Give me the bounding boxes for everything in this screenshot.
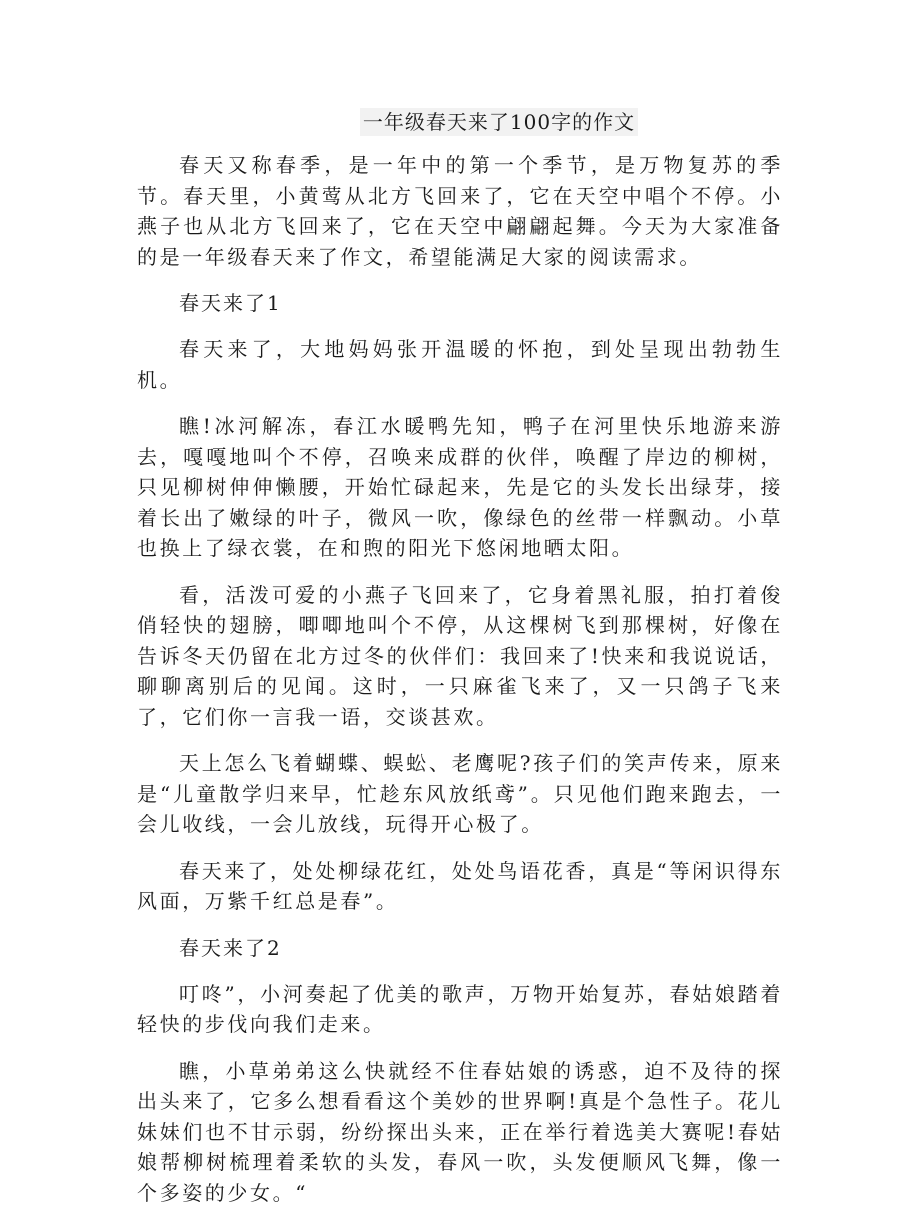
paragraph: 春天来了，大地妈妈张开温暖的怀抱，到处呈现出勃勃生机。	[137, 337, 783, 392]
section-heading-2: 春天来了2	[179, 935, 282, 960]
paragraph: 瞧!冰河解冻，春江水暖鸭先知，鸭子在河里快乐地游来游去，嘎嘎地叫个不停，召唤来成群的伙伴，唤醒了岸边的柳树，只见柳树伸伸懒腰，开始忙碌起来，先是它的头发长出绿芽，接着长出了嫩绿的叶子，微风一吹，像绿色的丝带一样飘动。小草也换上了绿衣裳，在和煦的阳光下悠闲地晒太阳。	[137, 414, 783, 560]
paragraph: 瞧，小草弟弟这么快就经不住春姑娘的诱惑，迫不及待的探出头来了，它多么想看看这个美妙的世界啊!真是个急性子。花儿妹妹们也不甘示弱，纷纷探出头来，正在举行着选美大赛呢!春姑娘帮柳树梳理着柔软的头发，春风一吹，头发便顺风飞舞，像一个多姿的少女。“	[137, 1058, 783, 1205]
paragraph: 看，活泼可爱的小燕子飞回来了，它身着黑礼服，拍打着俊俏轻快的翅膀，唧唧地叫个不停，从这棵树飞到那棵树，好像在告诉冬天仍留在北方过冬的伙伴们：我回来了!快来和我说说话，聊聊离别后的见闻。这时，一只麻雀飞来了，又一只鸽子飞来了，它们你一言我一语，交谈甚欢。	[137, 582, 783, 729]
intro-paragraph: 春天又称春季，是一年中的第一个季节，是万物复苏的季节。春天里，小黄莺从北方飞回来了，它在天空中唱个不停。小燕子也从北方飞回来了，它在天空中翩翩起舞。今天为大家准备的是一年级春天来了作文，希望能满足大家的阅读需求。	[137, 153, 783, 269]
paragraph: 叮咚”，小河奏起了优美的歌声，万物开始复苏，春姑娘踏着轻快的步伐向我们走来。	[137, 981, 783, 1036]
document-title: 一年级春天来了100字的作文	[360, 108, 638, 136]
section-heading-1: 春天来了1	[179, 291, 282, 315]
title-container	[215, 108, 783, 136]
paragraph: 春天来了，处处柳绿花红，处处鸟语花香，真是“等闲识得东风面，万紫千红总是春”。	[137, 858, 783, 913]
paragraph: 天上怎么飞着蝴蝶、蜈蚣、老鹰呢?孩子们的笑声传来，原来是“儿童散学归来早，忙趁东风放纸鸢”。只见他们跑来跑去，一会儿收线，一会儿放线，玩得开心极了。	[137, 751, 783, 836]
document-page	[137, 108, 783, 1224]
